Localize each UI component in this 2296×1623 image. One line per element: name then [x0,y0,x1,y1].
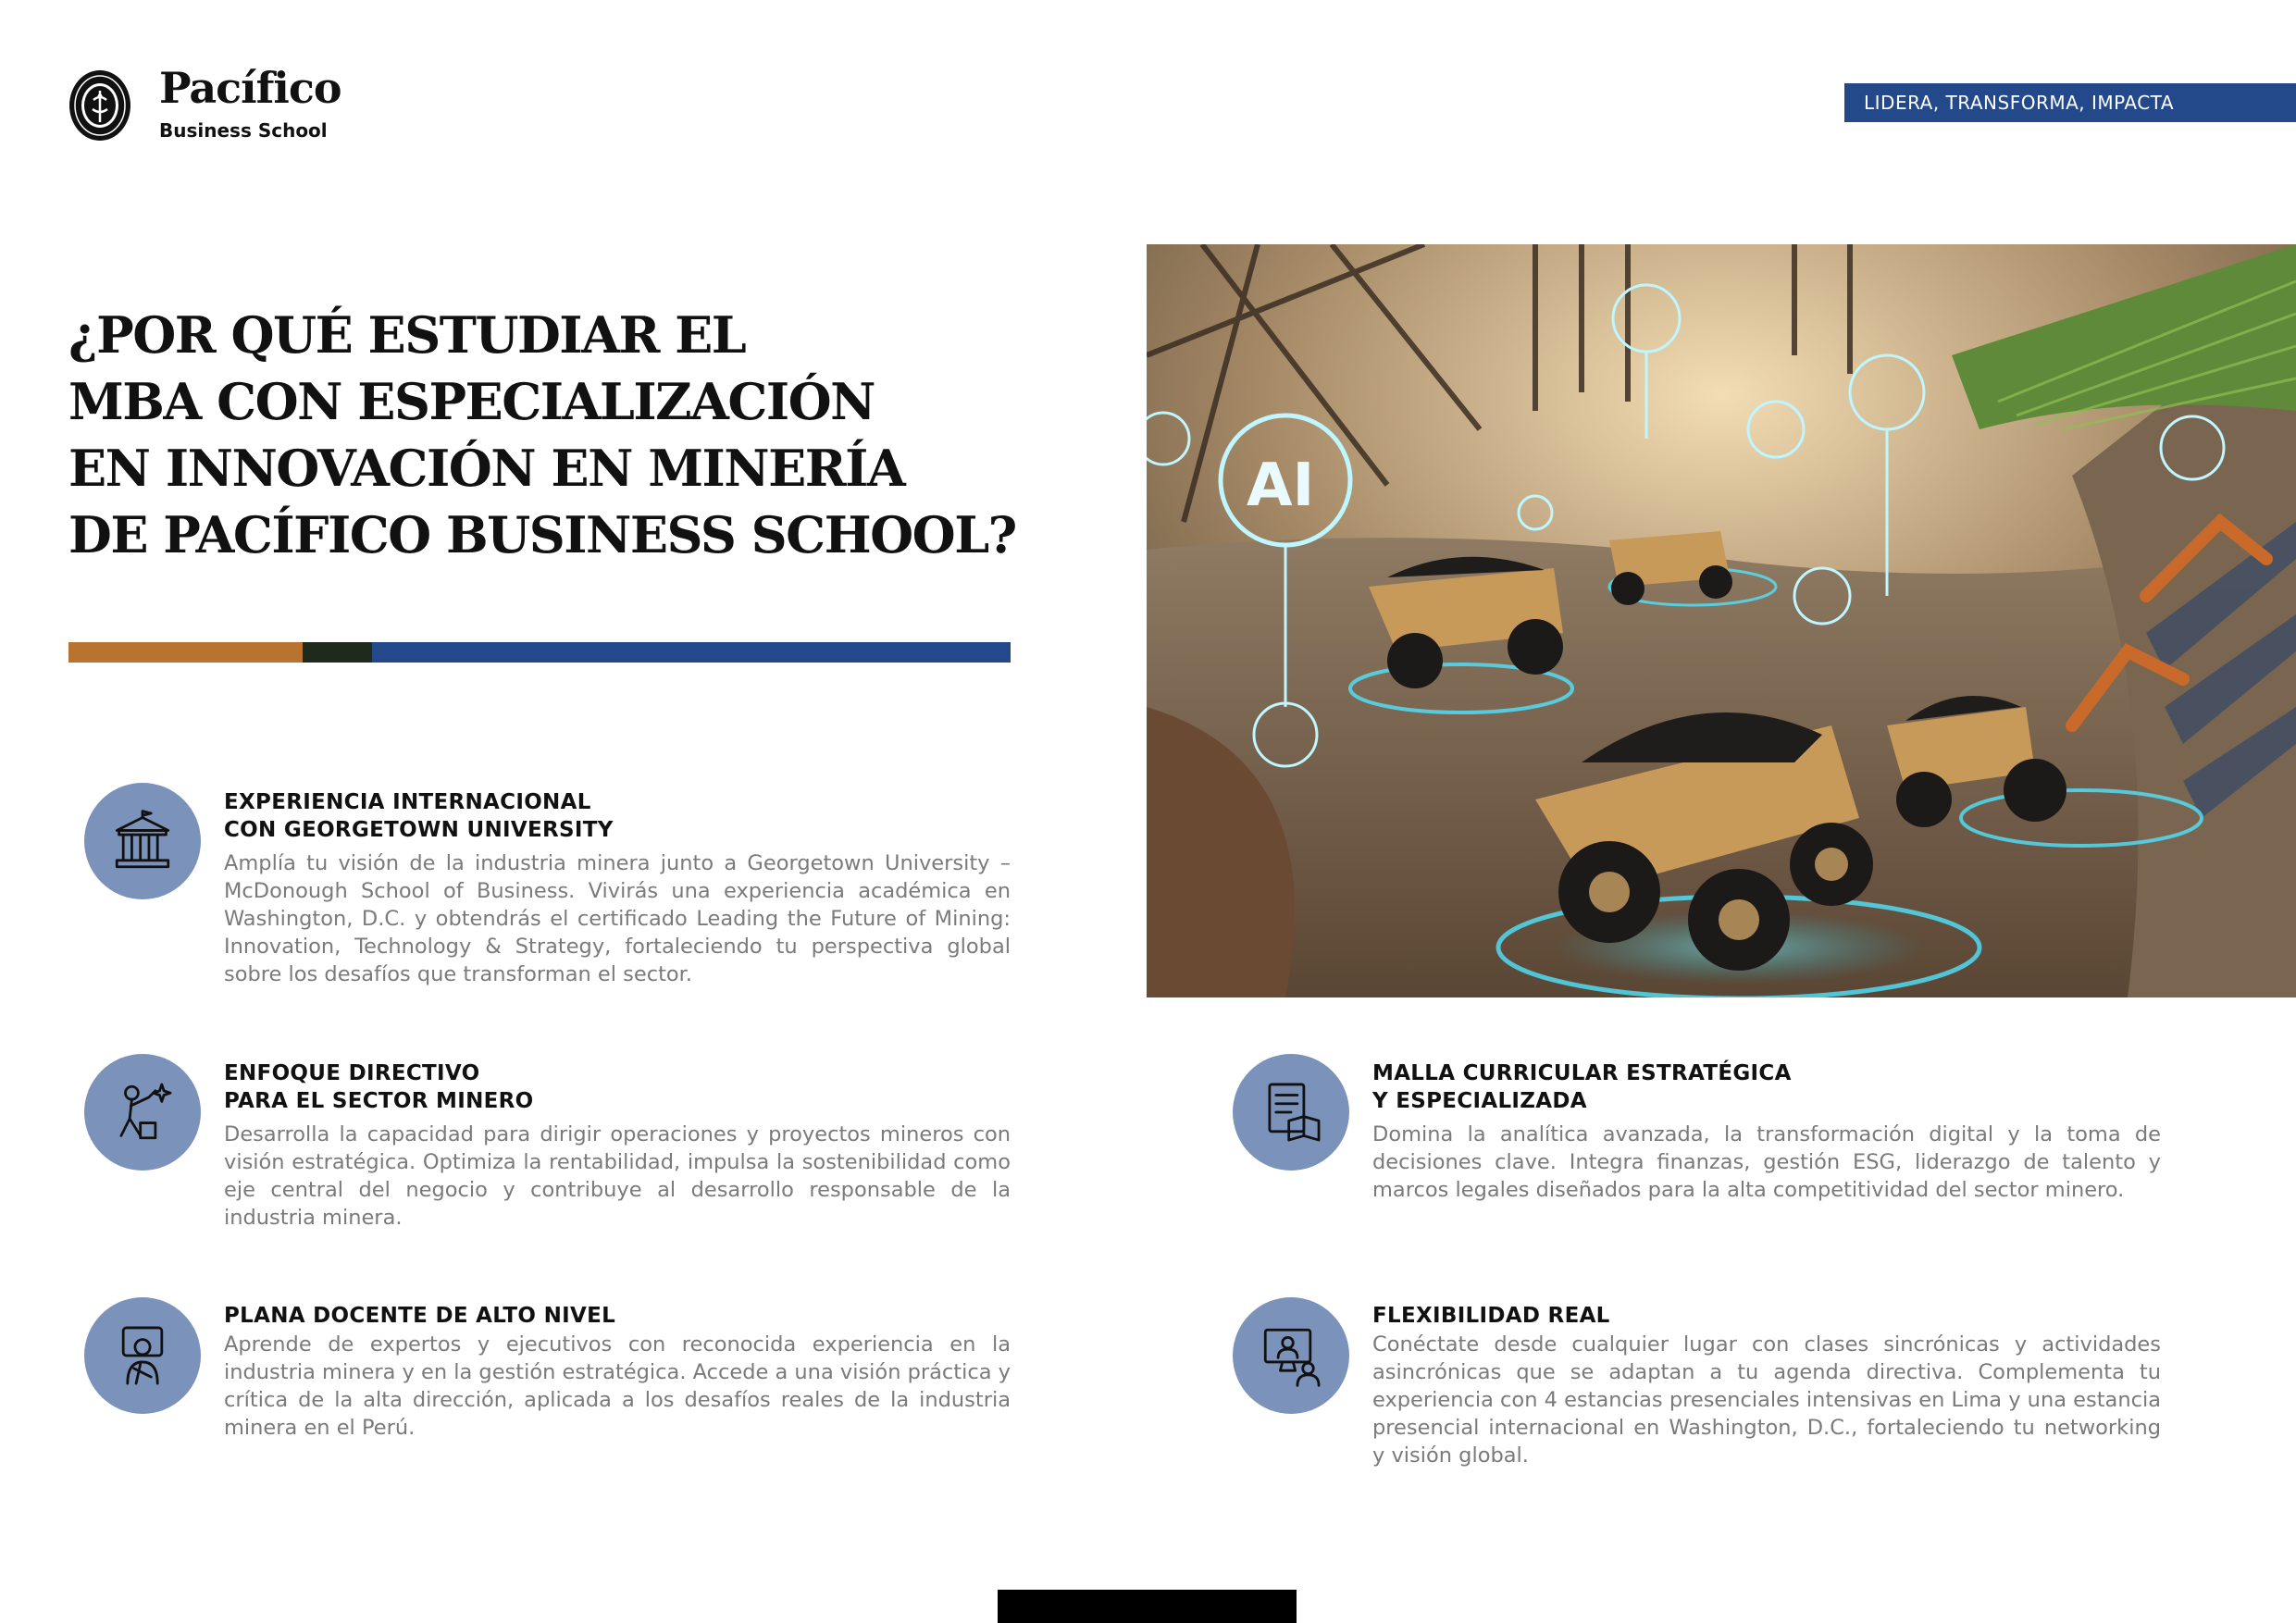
title-line: EN INNOVACIÓN EN MINERÍA [68,439,905,498]
leader-vision-icon [84,1054,201,1171]
feature-title: PLANA DOCENTE DE ALTO NIVEL [224,1304,616,1328]
title-line: ¿POR QUÉ ESTUDIAR EL [68,305,746,365]
divider-copper [68,642,303,663]
hero-mining-illustration [1147,244,2296,997]
university-building-icon [84,783,201,899]
title-line: MBA CON ESPECIALIZACIÓN [68,372,875,431]
feature-title: ENFOQUE DIRECTIVO PARA EL SECTOR MINERO [224,1061,534,1113]
feature-title: EXPERIENCIA INTERNACIONAL CON GEORGETOWN UNIVERSITY [224,790,614,842]
feature-title: FLEXIBILIDAD REAL [1372,1304,1610,1328]
hero-ai-label: AI [1247,452,1315,520]
feature-text: Domina la analítica avanzada, la transformación digital y la toma de decisiones clave. Integra finanzas, gestión ESG, liderazgo de talento y marcos legales diseñados para la alta competitividad del sector minero. [1372,1122,2161,1202]
feature-text: Conéctate desde cualquier lugar con clases sincrónicas y actividades asincrónicas que se adaptan a tu agenda directiva. Complementa tu experiencia con 4 estancias presenciales intensivas en Lima y una estancia presencial internacional en Washington, D.C., fortaleciendo tu networking y visión global. [1372,1332,2161,1468]
divider-blue [372,642,1011,663]
tagline-banner: LIDERA, TRANSFORMA, IMPACTA [1844,83,2296,122]
curriculum-book-icon [1233,1054,1349,1171]
brand-name: Pacífico [159,63,341,113]
university-seal-logo [68,68,132,142]
teacher-icon [84,1297,201,1414]
feature-text: Amplía tu visión de la industria minera junto a Georgetown University – McDonough School of Business. Vivirás una experiencia académica en Washington, D.C. y obtendrás el certificado Leading the Future of Mining: Innovation, Technology & Strategy, fortaleciendo tu perspectiva global sobre los desafíos que transforman el sector. [224,851,1011,986]
feature-text: Desarrolla la capacidad para dirigir operaciones y proyectos mineros con visión estratégica. Optimiza la rentabilidad, impulsa la sostenibilidad como eje central del negocio y contribuye al desarrollo responsable de la industria minera. [224,1122,1011,1230]
title-line: DE PACÍFICO BUSINESS SCHOOL? [68,505,1016,564]
online-learning-icon [1233,1297,1349,1414]
page-title [68,302,1040,568]
footer-bar [998,1590,1297,1623]
feature-text: Aprende de expertos y ejecutivos con reconocida experiencia en la industria minera y en la gestión estratégica. Accede a una visión práctica y crítica de la alta dirección, aplicada a los desafíos reales de la industria minera en el Perú. [224,1332,1011,1440]
brand-subtitle: Business School [159,119,328,142]
feature-title: MALLA CURRICULAR ESTRATÉGICA Y ESPECIALIZADA [1372,1061,1792,1113]
divider-dark [303,642,372,663]
